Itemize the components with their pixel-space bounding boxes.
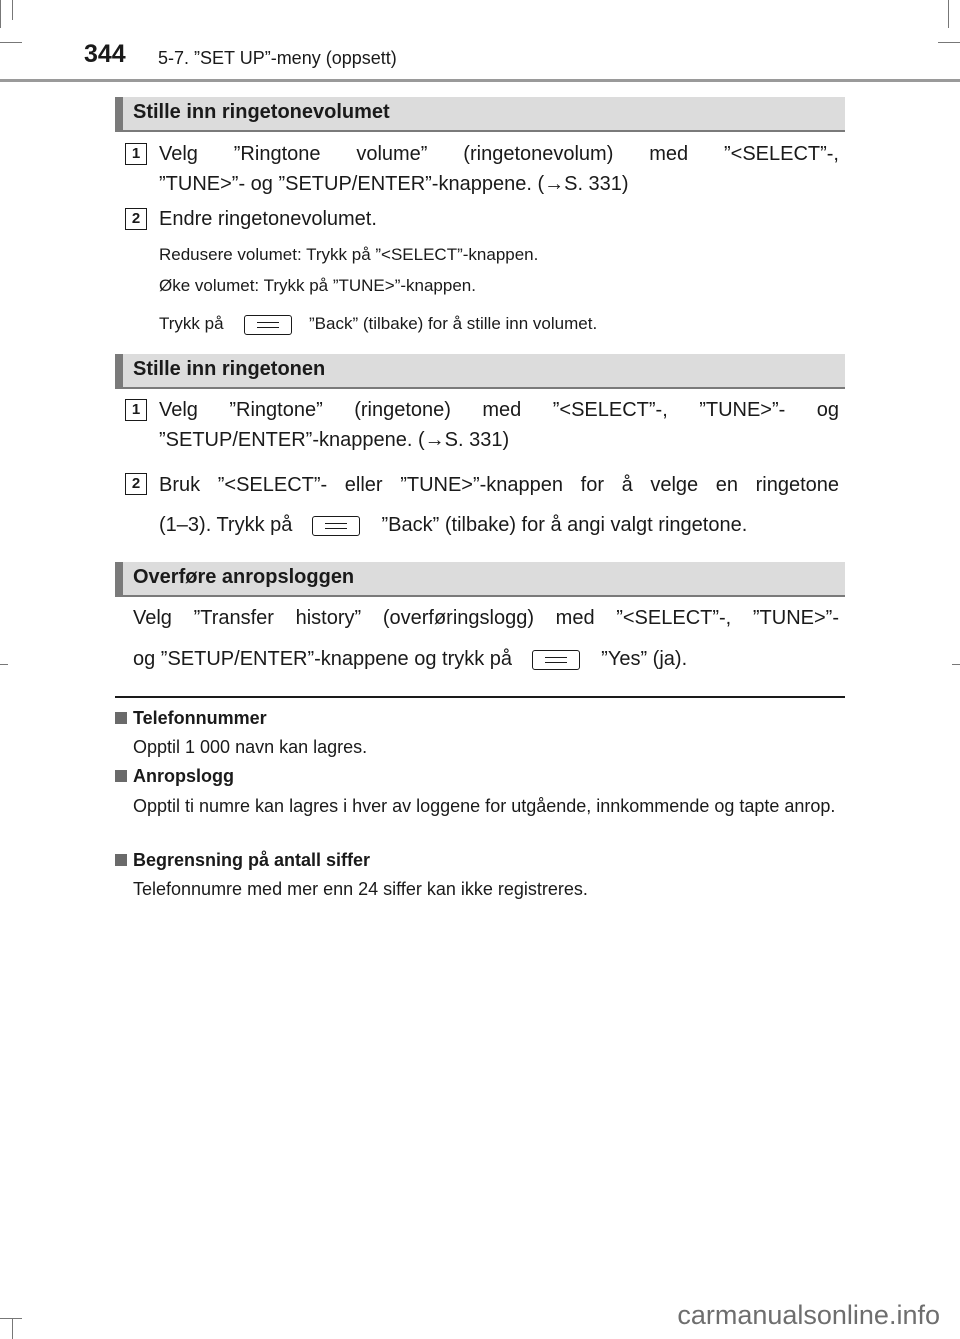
step-subtext bbox=[159, 313, 597, 335]
section-header bbox=[115, 354, 845, 389]
note-heading-text: Telefonnummer bbox=[133, 708, 267, 728]
section-title: Overføre anropsloggen bbox=[133, 566, 355, 588]
note-body: Opptil 1 000 navn kan lagres. bbox=[133, 737, 368, 757]
flat-button-icon bbox=[312, 516, 360, 536]
notes-divider bbox=[115, 696, 845, 698]
step-text: Bruk ”<SELECT”- eller ”TUNE>”-knappen for å velge en ringetone bbox=[159, 474, 839, 496]
note-heading bbox=[115, 766, 234, 787]
crop-mark bbox=[952, 664, 960, 665]
step-number: 1 bbox=[125, 399, 147, 421]
step-number: 2 bbox=[125, 208, 147, 230]
square-bullet-icon bbox=[115, 712, 127, 724]
watermark: carmanualsonline.info bbox=[677, 1300, 940, 1330]
crop-mark bbox=[0, 1318, 22, 1319]
step-text: ”SETUP/ENTER”-knappene. (→S. 331) bbox=[159, 429, 510, 451]
step-text-post: ”Back” (tilbake) for å angi valgt ringetone. bbox=[381, 514, 748, 536]
step-text: Velg ”Ringtone” (ringetone) med ”<SELECT”-, ”TUNE>”- og bbox=[159, 399, 839, 421]
page-number: 344 bbox=[84, 40, 126, 68]
flat-button-icon bbox=[532, 650, 580, 670]
section-title: Stille inn ringetonevolumet bbox=[133, 101, 390, 123]
step-text bbox=[159, 510, 747, 540]
header-rule bbox=[0, 79, 960, 82]
square-bullet-icon bbox=[115, 854, 127, 866]
square-bullet-icon bbox=[115, 770, 127, 782]
note-heading bbox=[115, 708, 267, 729]
crop-mark bbox=[12, 0, 13, 20]
section-title: Stille inn ringetonen bbox=[133, 358, 326, 380]
crop-mark bbox=[0, 664, 8, 665]
section-text-pre: og ”SETUP/ENTER”-knappene og trykk på bbox=[133, 648, 513, 670]
section-header bbox=[115, 97, 845, 132]
note-heading-text: Anropslogg bbox=[133, 766, 234, 786]
step-text-pre: (1–3). Trykk på bbox=[159, 514, 293, 536]
step-subtext: Øke volumet: Trykk på ”TUNE>”-knappen. bbox=[159, 276, 476, 295]
step-text: Endre ringetonevolumet. bbox=[159, 208, 377, 230]
step-text: Velg ”Ringtone volume” (ringetonevolum) med ”<SELECT”-, bbox=[159, 143, 839, 165]
step-number: 2 bbox=[125, 473, 147, 495]
step-number: 1 bbox=[125, 143, 147, 165]
flat-button-icon bbox=[244, 315, 292, 335]
crop-mark bbox=[948, 0, 949, 28]
crop-mark bbox=[0, 0, 1, 28]
section-text: Velg ”Transfer history” (overføringslogg) med ”<SELECT”-, ”TUNE>”- bbox=[133, 607, 839, 629]
section-text-post: ”Yes” (ja). bbox=[601, 648, 688, 670]
step-subtext-pre: Trykk på bbox=[159, 314, 224, 333]
section-header bbox=[115, 562, 845, 597]
step-subtext-post: ”Back” (tilbake) for å stille inn volumet. bbox=[309, 314, 598, 333]
crop-mark bbox=[12, 1318, 13, 1339]
step-subtext: Redusere volumet: Trykk på ”<SELECT”-knappen. bbox=[159, 245, 539, 264]
step-text: ”TUNE>”- og ”SETUP/ENTER”-knappene. (→S. 331) bbox=[159, 173, 629, 195]
chapter-title: 5-7. ”SET UP”-meny (oppsett) bbox=[158, 48, 397, 68]
crop-mark bbox=[938, 42, 960, 43]
crop-mark bbox=[0, 42, 22, 43]
note-body: Opptil ti numre kan lagres i hver av loggene for utgående, innkommende og tapte anrop. bbox=[133, 796, 836, 816]
note-heading bbox=[115, 850, 370, 871]
note-heading-text: Begrensning på antall siffer bbox=[133, 850, 371, 870]
section-text bbox=[133, 644, 687, 674]
note-body: Telefonnumre med mer enn 24 siffer kan ikke registreres. bbox=[133, 879, 588, 899]
